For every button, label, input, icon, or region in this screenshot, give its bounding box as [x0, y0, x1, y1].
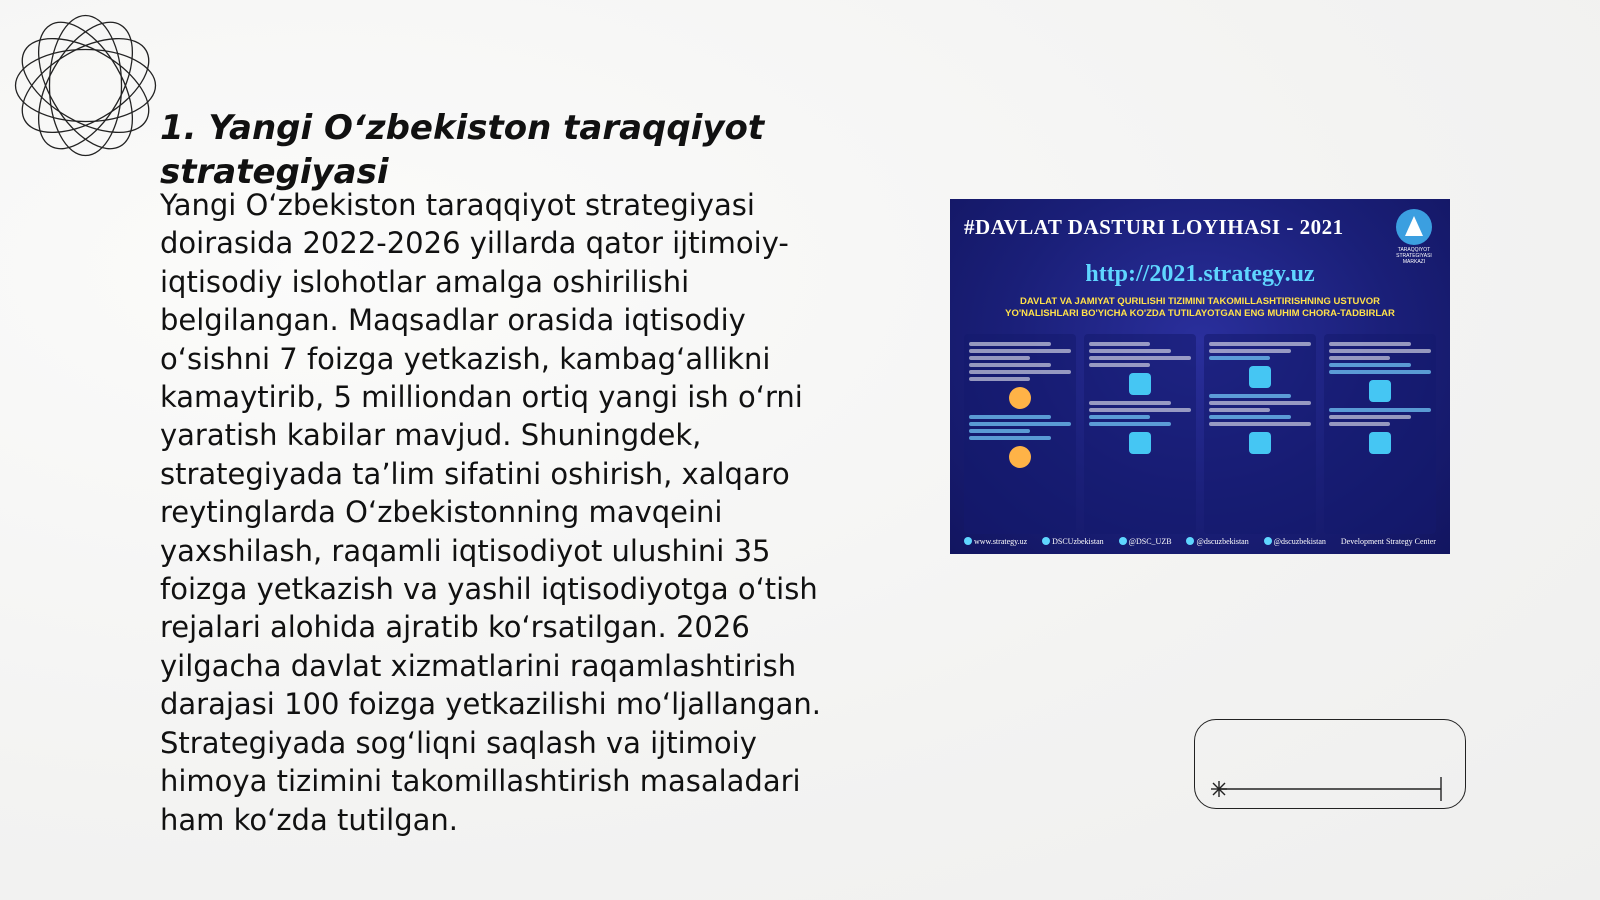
lightbulb-icon [1009, 387, 1031, 409]
chart-icon [1369, 380, 1391, 402]
slide-title: 1. Yangi O‘zbekiston taraqqiyot strategiyasi [160, 108, 765, 192]
telegram-icon [1186, 537, 1194, 545]
poster-column [1204, 334, 1316, 534]
people-icon [1009, 446, 1031, 468]
decorative-circle-ornament-icon [8, 8, 163, 163]
instagram-icon [1264, 537, 1272, 545]
poster-title: #DAVLAT DASTURI LOYIHASI - 2021 [964, 215, 1344, 239]
poster-column [1324, 334, 1436, 534]
document-icon [1249, 432, 1271, 454]
building-icon [1249, 366, 1271, 388]
poster-footer: www.strategy.uz DSCUzbekistan @DSC_UZB @dscuzbekistan @dscuzbekistan Development Strategy Center [964, 537, 1436, 546]
poster-columns [964, 334, 1436, 534]
poster-org-name: Development Strategy Center [1340, 537, 1436, 546]
twitter-icon [1119, 537, 1127, 545]
sparkle-line-icon [1195, 720, 1467, 810]
poster-url: http://2021.strategy.uz [1085, 261, 1315, 287]
poster-logo-text: TARAQQIYOT STRATEGIYASI MARKAZI [1396, 247, 1432, 265]
podium-icon [1129, 432, 1151, 454]
poster-subtitle: DAVLAT VA JAMIYAT QURILISHI TIZIMINI TAKOMILLASHTIRISHNING USTUVOR YO'NALISHLARI BO'YICHA KO'ZDA TUTILAYOTGAN ENG MUHIM CHORA-TADBIRLAR [1005, 296, 1395, 319]
poster-column [964, 334, 1076, 534]
strategy-poster-image [950, 199, 1450, 554]
gears-icon [1369, 432, 1391, 454]
facebook-icon [1042, 537, 1050, 545]
globe-icon [964, 537, 972, 545]
slide-body-text: Yangi O‘zbekiston taraqqiyot strategiyasi doirasida 2022-2026 yillarda qator ijtimoiy-iqtisodiy islohotlar amalga oshirilishi belgilangan. Maqsadlar orasida iqtisodiy o‘sishni 7 foizga yetkazish, kambag‘allikni kamaytirib, 5 milliondan ortiq yangi ish o‘rni yaratish kabilar mavjud. Shuningdek, strategiyada ta’lim sifatini oshirish, xalqaro reytinglarda O‘zbekistonning mavqeini yaxshilash, raqamli iqtisodiyot ulushini 35 foizga yetkazish va yashil iqtisodiyotga o‘tish rejalari alohida ajratib ko‘rsatilgan. 2026 yilgacha davlat xizmatlarini raqamlashtirish darajasi 100 foizga yetkazilishi mo‘ljallangan. Strategiyada sog‘liqni saqlash va ijtimoiy himoya tizimini takomillashtirish masaladari ham ko‘zda tutilgan. [160, 188, 822, 837]
person-icon [1129, 373, 1151, 395]
decorative-line-box [1194, 719, 1466, 809]
poster-logo [1392, 209, 1436, 265]
poster-column [1084, 334, 1196, 534]
strategy-center-logo-icon [1396, 209, 1432, 245]
